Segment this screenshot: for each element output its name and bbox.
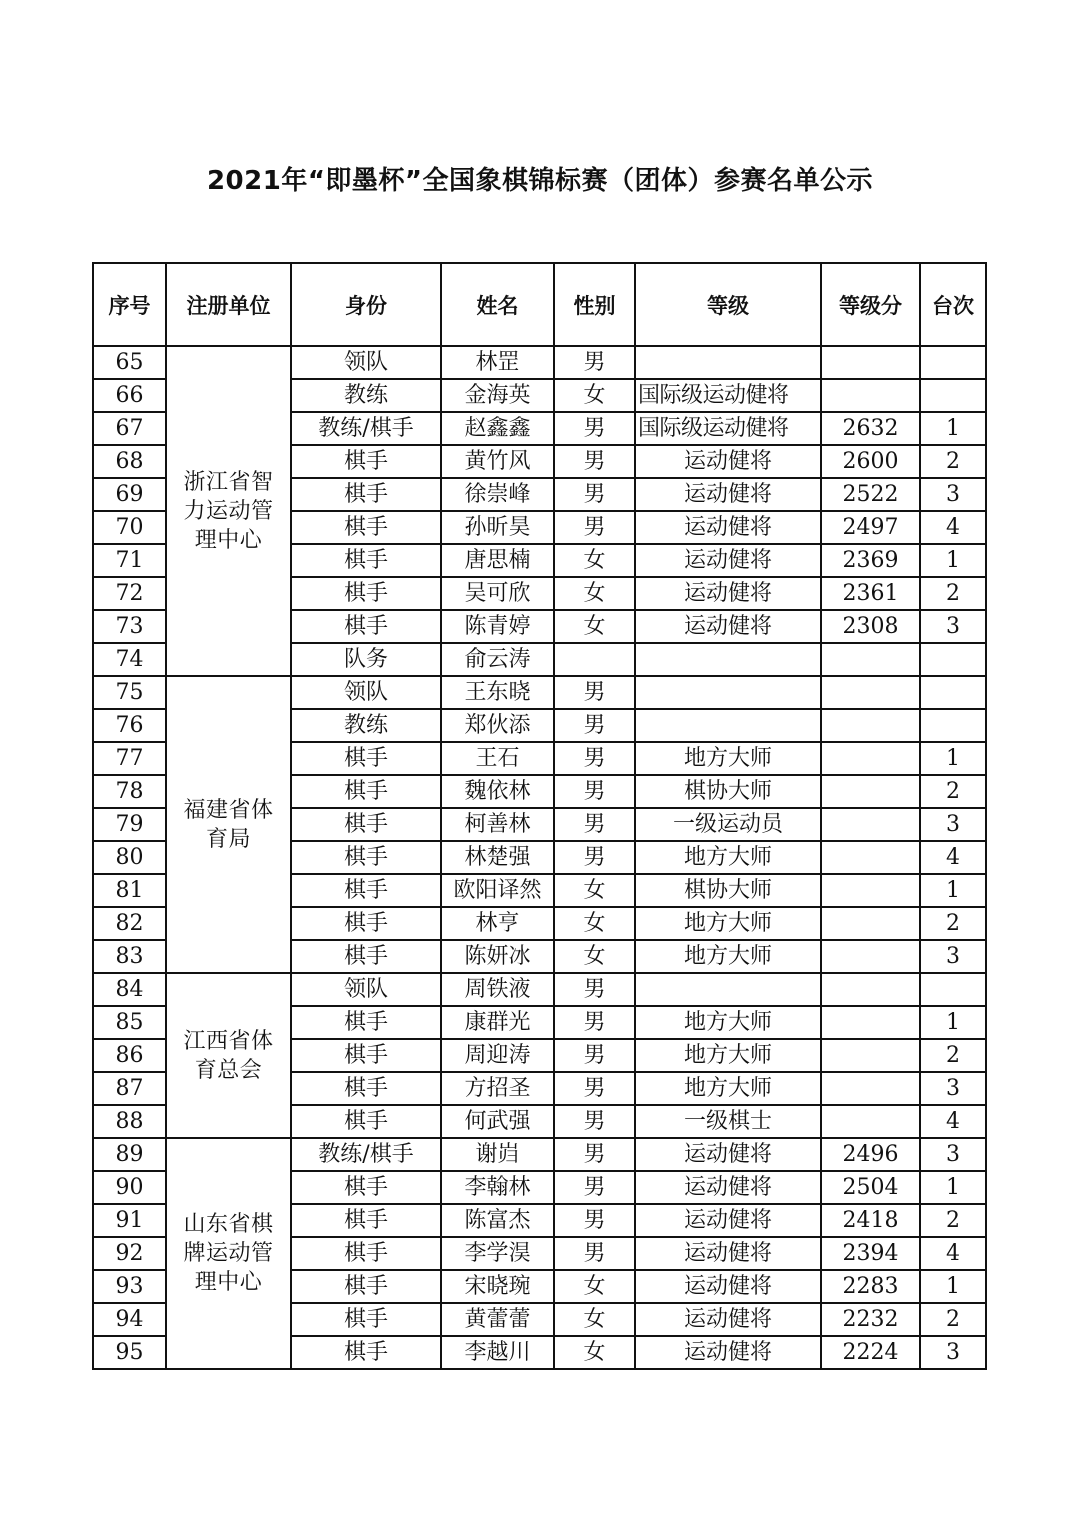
name-cell: 柯善林 [441, 808, 554, 841]
gender-cell: 男 [554, 841, 635, 874]
grade-cell: 运动健将 [635, 544, 821, 577]
board-cell: 2 [920, 577, 986, 610]
gender-cell: 男 [554, 1204, 635, 1237]
rating-cell [821, 874, 920, 907]
grade-cell: 一级棋士 [635, 1105, 821, 1138]
grade-cell: 运动健将 [635, 1303, 821, 1336]
name-cell: 王石 [441, 742, 554, 775]
no-cell: 80 [93, 841, 166, 874]
rating-cell: 2232 [821, 1303, 920, 1336]
grade-cell: 运动健将 [635, 478, 821, 511]
rating-cell [821, 346, 920, 379]
no-cell: 87 [93, 1072, 166, 1105]
name-cell: 陈富杰 [441, 1204, 554, 1237]
board-cell [920, 676, 986, 709]
board-cell: 3 [920, 1336, 986, 1369]
rating-cell [821, 1072, 920, 1105]
name-cell: 谢岿 [441, 1138, 554, 1171]
role-cell: 棋手 [291, 1039, 441, 1072]
name-cell: 郑伙添 [441, 709, 554, 742]
name-cell: 陈妍冰 [441, 940, 554, 973]
gender-cell: 女 [554, 907, 635, 940]
grade-cell: 地方大师 [635, 940, 821, 973]
rating-cell [821, 1105, 920, 1138]
board-cell: 3 [920, 1138, 986, 1171]
board-cell: 2 [920, 445, 986, 478]
roster-table [92, 262, 987, 1370]
board-cell: 3 [920, 808, 986, 841]
grade-cell: 地方大师 [635, 1039, 821, 1072]
role-cell: 教练 [291, 379, 441, 412]
name-cell: 徐崇峰 [441, 478, 554, 511]
name-cell: 黄蕾蕾 [441, 1303, 554, 1336]
gender-cell: 女 [554, 940, 635, 973]
board-cell [920, 379, 986, 412]
gender-cell: 男 [554, 511, 635, 544]
header-grade: 等级 [635, 263, 821, 346]
rating-cell [821, 742, 920, 775]
no-cell: 76 [93, 709, 166, 742]
no-cell: 93 [93, 1270, 166, 1303]
header-name: 姓名 [441, 263, 554, 346]
board-cell: 3 [920, 940, 986, 973]
grade-cell: 运动健将 [635, 1270, 821, 1303]
gender-cell: 男 [554, 1006, 635, 1039]
rating-cell [821, 940, 920, 973]
board-cell [920, 973, 986, 1006]
name-cell: 李学淏 [441, 1237, 554, 1270]
role-cell: 棋手 [291, 907, 441, 940]
unit-cell: 浙江省智力运动管理中心 [166, 346, 291, 676]
rating-cell [821, 379, 920, 412]
board-cell: 3 [920, 478, 986, 511]
grade-cell: 一级运动员 [635, 808, 821, 841]
role-cell: 教练 [291, 709, 441, 742]
rating-cell: 2600 [821, 445, 920, 478]
name-cell: 孙昕昊 [441, 511, 554, 544]
rating-cell [821, 808, 920, 841]
no-cell: 77 [93, 742, 166, 775]
grade-cell: 运动健将 [635, 577, 821, 610]
name-cell: 吴可欣 [441, 577, 554, 610]
rating-cell [821, 1039, 920, 1072]
no-cell: 79 [93, 808, 166, 841]
no-cell: 89 [93, 1138, 166, 1171]
gender-cell: 男 [554, 412, 635, 445]
table-row [93, 1138, 986, 1171]
no-cell: 67 [93, 412, 166, 445]
gender-cell: 男 [554, 1237, 635, 1270]
role-cell: 棋手 [291, 610, 441, 643]
grade-cell: 地方大师 [635, 742, 821, 775]
no-cell: 70 [93, 511, 166, 544]
no-cell: 83 [93, 940, 166, 973]
board-cell: 2 [920, 1204, 986, 1237]
name-cell: 方招圣 [441, 1072, 554, 1105]
no-cell: 86 [93, 1039, 166, 1072]
board-cell: 1 [920, 1171, 986, 1204]
grade-cell: 运动健将 [635, 1237, 821, 1270]
gender-cell: 男 [554, 775, 635, 808]
grade-cell: 地方大师 [635, 1072, 821, 1105]
no-cell: 72 [93, 577, 166, 610]
gender-cell: 女 [554, 577, 635, 610]
grade-cell: 国际级运动健将 [635, 412, 821, 445]
no-cell: 66 [93, 379, 166, 412]
header-gender: 性别 [554, 263, 635, 346]
grade-cell: 运动健将 [635, 511, 821, 544]
rating-cell [821, 907, 920, 940]
role-cell: 棋手 [291, 1336, 441, 1369]
board-cell: 1 [920, 874, 986, 907]
board-cell: 4 [920, 841, 986, 874]
role-cell: 棋手 [291, 1237, 441, 1270]
rating-cell [821, 643, 920, 676]
header-rating: 等级分 [821, 263, 920, 346]
role-cell: 教练/棋手 [291, 1138, 441, 1171]
no-cell: 91 [93, 1204, 166, 1237]
role-cell: 棋手 [291, 1105, 441, 1138]
table-row [93, 676, 986, 709]
board-cell: 3 [920, 1072, 986, 1105]
board-cell [920, 643, 986, 676]
gender-cell: 男 [554, 1171, 635, 1204]
name-cell: 宋晓琬 [441, 1270, 554, 1303]
no-cell: 73 [93, 610, 166, 643]
role-cell: 棋手 [291, 1171, 441, 1204]
role-cell: 棋手 [291, 775, 441, 808]
gender-cell: 女 [554, 544, 635, 577]
board-cell: 1 [920, 1270, 986, 1303]
rating-cell [821, 709, 920, 742]
page-title: 2021年“即墨杯”全国象棋锦标赛（团体）参赛名单公示 [206, 166, 874, 196]
grade-cell [635, 973, 821, 1006]
roster-body [93, 346, 986, 1369]
grade-cell: 地方大师 [635, 841, 821, 874]
name-cell: 金海英 [441, 379, 554, 412]
header-role: 身份 [291, 263, 441, 346]
rating-cell: 2418 [821, 1204, 920, 1237]
name-cell: 林罡 [441, 346, 554, 379]
role-cell: 棋手 [291, 808, 441, 841]
gender-cell: 男 [554, 1138, 635, 1171]
role-cell: 棋手 [291, 478, 441, 511]
role-cell: 棋手 [291, 1270, 441, 1303]
grade-cell: 运动健将 [635, 1171, 821, 1204]
grade-cell: 运动健将 [635, 1336, 821, 1369]
gender-cell: 女 [554, 1303, 635, 1336]
header-unit: 注册单位 [166, 263, 291, 346]
board-cell: 3 [920, 610, 986, 643]
name-cell: 李翰林 [441, 1171, 554, 1204]
gender-cell: 男 [554, 1105, 635, 1138]
name-cell: 周铁液 [441, 973, 554, 1006]
role-cell: 棋手 [291, 544, 441, 577]
rating-cell: 2224 [821, 1336, 920, 1369]
no-cell: 75 [93, 676, 166, 709]
role-cell: 棋手 [291, 841, 441, 874]
grade-cell [635, 643, 821, 676]
header-no: 序号 [93, 263, 166, 346]
name-cell: 魏依林 [441, 775, 554, 808]
rating-cell [821, 1006, 920, 1039]
role-cell: 棋手 [291, 445, 441, 478]
rating-cell: 2308 [821, 610, 920, 643]
table-header-row [93, 263, 986, 346]
rating-cell [821, 676, 920, 709]
role-cell: 棋手 [291, 1303, 441, 1336]
gender-cell: 男 [554, 709, 635, 742]
gender-cell: 男 [554, 1072, 635, 1105]
role-cell: 棋手 [291, 874, 441, 907]
board-cell: 1 [920, 1006, 986, 1039]
board-cell: 2 [920, 775, 986, 808]
role-cell: 教练/棋手 [291, 412, 441, 445]
board-cell: 1 [920, 544, 986, 577]
rating-cell: 2394 [821, 1237, 920, 1270]
board-cell: 1 [920, 412, 986, 445]
gender-cell: 女 [554, 874, 635, 907]
role-cell: 棋手 [291, 940, 441, 973]
header-board: 台次 [920, 263, 986, 346]
gender-cell: 男 [554, 676, 635, 709]
name-cell: 李越川 [441, 1336, 554, 1369]
role-cell: 棋手 [291, 511, 441, 544]
table-row [93, 973, 986, 1006]
grade-cell: 棋协大师 [635, 775, 821, 808]
name-cell: 赵鑫鑫 [441, 412, 554, 445]
grade-cell: 地方大师 [635, 1006, 821, 1039]
gender-cell [554, 643, 635, 676]
no-cell: 81 [93, 874, 166, 907]
role-cell: 棋手 [291, 1072, 441, 1105]
role-cell: 棋手 [291, 577, 441, 610]
unit-cell: 山东省棋牌运动管理中心 [166, 1138, 291, 1369]
rating-cell: 2496 [821, 1138, 920, 1171]
name-cell: 林楚强 [441, 841, 554, 874]
no-cell: 69 [93, 478, 166, 511]
gender-cell: 男 [554, 973, 635, 1006]
rating-cell: 2632 [821, 412, 920, 445]
no-cell: 68 [93, 445, 166, 478]
role-cell: 领队 [291, 676, 441, 709]
gender-cell: 女 [554, 379, 635, 412]
grade-cell: 运动健将 [635, 445, 821, 478]
no-cell: 71 [93, 544, 166, 577]
name-cell: 何武强 [441, 1105, 554, 1138]
board-cell [920, 346, 986, 379]
role-cell: 棋手 [291, 1204, 441, 1237]
gender-cell: 男 [554, 346, 635, 379]
grade-cell [635, 676, 821, 709]
no-cell: 92 [93, 1237, 166, 1270]
table-row [93, 346, 986, 379]
no-cell: 78 [93, 775, 166, 808]
name-cell: 王东晓 [441, 676, 554, 709]
gender-cell: 男 [554, 742, 635, 775]
name-cell: 周迎涛 [441, 1039, 554, 1072]
rating-cell: 2361 [821, 577, 920, 610]
role-cell: 队务 [291, 643, 441, 676]
no-cell: 95 [93, 1336, 166, 1369]
board-cell [920, 709, 986, 742]
role-cell: 棋手 [291, 1006, 441, 1039]
no-cell: 85 [93, 1006, 166, 1039]
name-cell: 陈青婷 [441, 610, 554, 643]
gender-cell: 女 [554, 610, 635, 643]
rating-cell [821, 775, 920, 808]
rating-cell: 2283 [821, 1270, 920, 1303]
name-cell: 俞云涛 [441, 643, 554, 676]
no-cell: 82 [93, 907, 166, 940]
grade-cell: 国际级运动健将 [635, 379, 821, 412]
name-cell: 林亨 [441, 907, 554, 940]
board-cell: 4 [920, 1105, 986, 1138]
no-cell: 88 [93, 1105, 166, 1138]
board-cell: 2 [920, 1303, 986, 1336]
board-cell: 4 [920, 1237, 986, 1270]
gender-cell: 男 [554, 445, 635, 478]
grade-cell: 棋协大师 [635, 874, 821, 907]
rating-cell: 2369 [821, 544, 920, 577]
gender-cell: 男 [554, 808, 635, 841]
rating-cell [821, 841, 920, 874]
grade-cell: 运动健将 [635, 1204, 821, 1237]
no-cell: 74 [93, 643, 166, 676]
grade-cell: 运动健将 [635, 1138, 821, 1171]
name-cell: 唐思楠 [441, 544, 554, 577]
grade-cell [635, 346, 821, 379]
gender-cell: 男 [554, 1039, 635, 1072]
rating-cell: 2504 [821, 1171, 920, 1204]
board-cell: 4 [920, 511, 986, 544]
role-cell: 领队 [291, 973, 441, 1006]
name-cell: 欧阳译然 [441, 874, 554, 907]
role-cell: 棋手 [291, 742, 441, 775]
grade-cell: 地方大师 [635, 907, 821, 940]
no-cell: 65 [93, 346, 166, 379]
board-cell: 2 [920, 1039, 986, 1072]
board-cell: 2 [920, 907, 986, 940]
name-cell: 康群光 [441, 1006, 554, 1039]
rating-cell [821, 973, 920, 1006]
gender-cell: 女 [554, 1270, 635, 1303]
unit-cell: 福建省体育局 [166, 676, 291, 973]
grade-cell: 运动健将 [635, 610, 821, 643]
no-cell: 84 [93, 973, 166, 1006]
grade-cell [635, 709, 821, 742]
no-cell: 94 [93, 1303, 166, 1336]
role-cell: 领队 [291, 346, 441, 379]
unit-cell: 江西省体育总会 [166, 973, 291, 1138]
no-cell: 90 [93, 1171, 166, 1204]
name-cell: 黄竹风 [441, 445, 554, 478]
gender-cell: 男 [554, 478, 635, 511]
board-cell: 1 [920, 742, 986, 775]
rating-cell: 2497 [821, 511, 920, 544]
rating-cell: 2522 [821, 478, 920, 511]
gender-cell: 女 [554, 1336, 635, 1369]
